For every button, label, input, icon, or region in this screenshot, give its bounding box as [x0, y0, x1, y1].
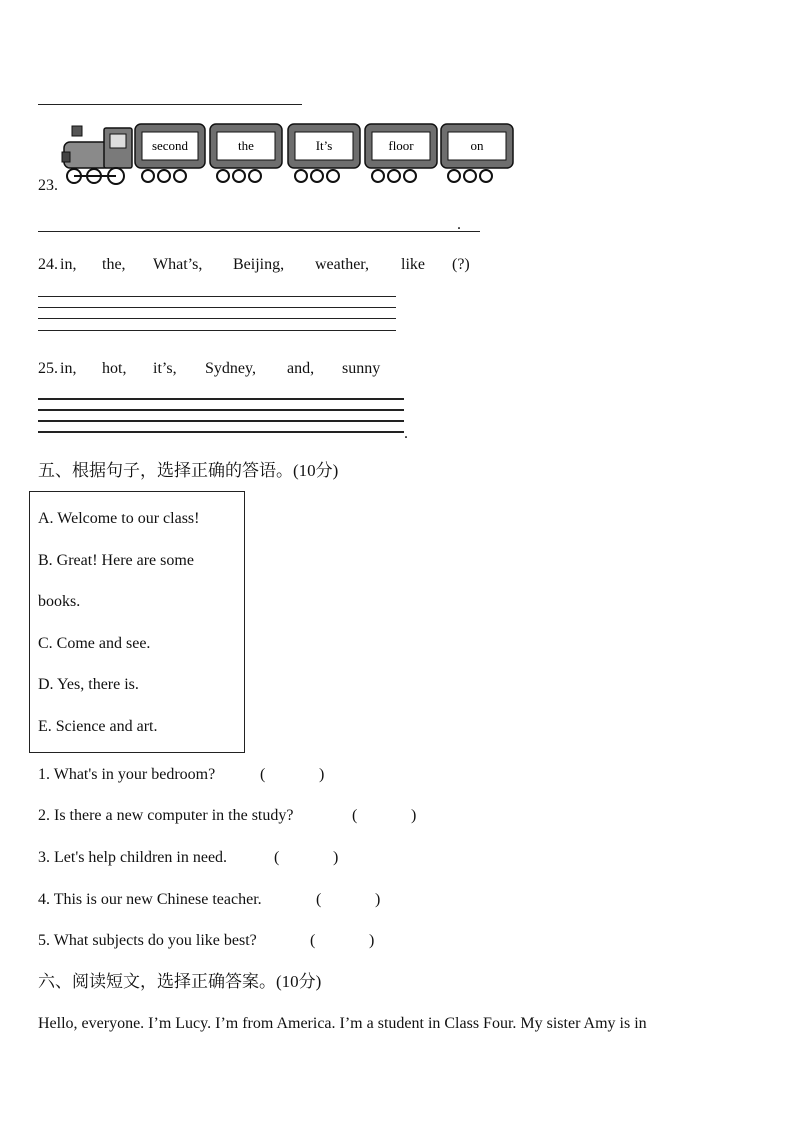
- question-3-text: 3. Let's help children in need.: [38, 849, 228, 866]
- q24-word: in,: [60, 256, 77, 273]
- question-5-text: 5. What subjects do you like best?: [38, 932, 257, 949]
- wagon-2-label: the: [238, 138, 254, 153]
- wagon-1: [135, 124, 205, 182]
- answer-line-22: [38, 104, 302, 105]
- option-e: E. Science and art.: [38, 718, 158, 735]
- q23-end-mark: .: [457, 216, 461, 233]
- locomotive-icon: [62, 126, 132, 184]
- answer-blank-5-open[interactable]: (: [310, 932, 316, 949]
- q25-number: 25.: [38, 360, 58, 377]
- q24-number: 24.: [38, 256, 58, 273]
- question-4: [38, 890, 262, 910]
- answer-line-25[interactable]: [38, 431, 404, 433]
- q25-end-mark: .: [404, 425, 408, 442]
- answer-blank-4-close: ): [375, 891, 381, 908]
- section5-score: (10分): [293, 461, 339, 480]
- q24-word: What’s,: [153, 256, 203, 273]
- answer-line-25[interactable]: [38, 420, 404, 422]
- q25-word: in,: [60, 360, 77, 377]
- answer-blank-2-open[interactable]: (: [352, 807, 358, 824]
- wagon-3: [288, 124, 360, 182]
- train-illustration: [60, 122, 520, 188]
- q25-word: and,: [287, 360, 315, 377]
- q23-number: 23.: [38, 177, 58, 194]
- q25-word: sunny: [342, 360, 381, 377]
- answer-blank-1-close: ): [319, 766, 325, 783]
- answer-line-25[interactable]: [38, 409, 404, 411]
- answer-line-24[interactable]: [38, 330, 396, 331]
- q25-word: hot,: [102, 360, 127, 377]
- passage-line-1: Hello, everyone. I’m Lucy. I’m from America. I’m a student in Class Four. My sister Amy is in: [38, 1015, 647, 1032]
- q24-word: weather,: [315, 256, 369, 273]
- wagon-5-label: on: [470, 138, 484, 153]
- wagon-4: [365, 124, 437, 182]
- q24-word: (?): [452, 256, 470, 273]
- section5-title: [38, 460, 338, 482]
- option-d: D. Yes, there is.: [38, 676, 139, 693]
- answer-line-25[interactable]: [38, 398, 404, 400]
- section6-title-text: 六、阅读短文，选择正确答案。: [38, 972, 276, 992]
- answer-blank-3-close: ): [333, 849, 339, 866]
- question-3: [38, 848, 227, 868]
- wagon-1-label: second: [151, 138, 189, 153]
- q24-word: like: [401, 256, 425, 273]
- answer-blank-3-open[interactable]: (: [274, 849, 280, 866]
- answer-blank-2-close: ): [411, 807, 417, 824]
- option-b: B. Great! Here are some: [38, 552, 194, 569]
- answer-line-23[interactable]: [38, 231, 480, 232]
- section5-title-text: 五、根据句子，选择正确的答语。: [38, 461, 293, 481]
- wagon-2: [210, 124, 282, 182]
- wagon-5: [441, 124, 513, 182]
- options-box: [29, 491, 245, 753]
- answer-line-24[interactable]: [38, 318, 396, 319]
- wagon-3-label: It’s: [315, 138, 333, 153]
- option-c: C. Come and see.: [38, 635, 151, 652]
- question-1-text: 1. What's in your bedroom?: [38, 766, 216, 783]
- option-b-cont: books.: [38, 593, 81, 610]
- q25-word: it’s,: [153, 360, 177, 377]
- wagon-4-label: floor: [388, 138, 414, 153]
- q24-word: Beijing,: [233, 256, 285, 273]
- question-2: [38, 806, 293, 826]
- q24-word: the,: [102, 256, 126, 273]
- question-5: [38, 931, 257, 951]
- q25-word: Sydney,: [205, 360, 256, 377]
- option-a: A. Welcome to our class!: [38, 510, 200, 527]
- question-4-text: 4. This is our new Chinese teacher.: [38, 891, 262, 908]
- answer-line-24[interactable]: [38, 296, 396, 297]
- section6-title: [38, 971, 321, 993]
- question-2-text: 2. Is there a new computer in the study?: [38, 807, 294, 824]
- section6-score: (10分): [276, 972, 322, 991]
- answer-blank-1-open[interactable]: (: [260, 766, 266, 783]
- question-1: [38, 765, 215, 785]
- answer-blank-4-open[interactable]: (: [316, 891, 322, 908]
- answer-blank-5-close: ): [369, 932, 375, 949]
- answer-line-24[interactable]: [38, 307, 396, 308]
